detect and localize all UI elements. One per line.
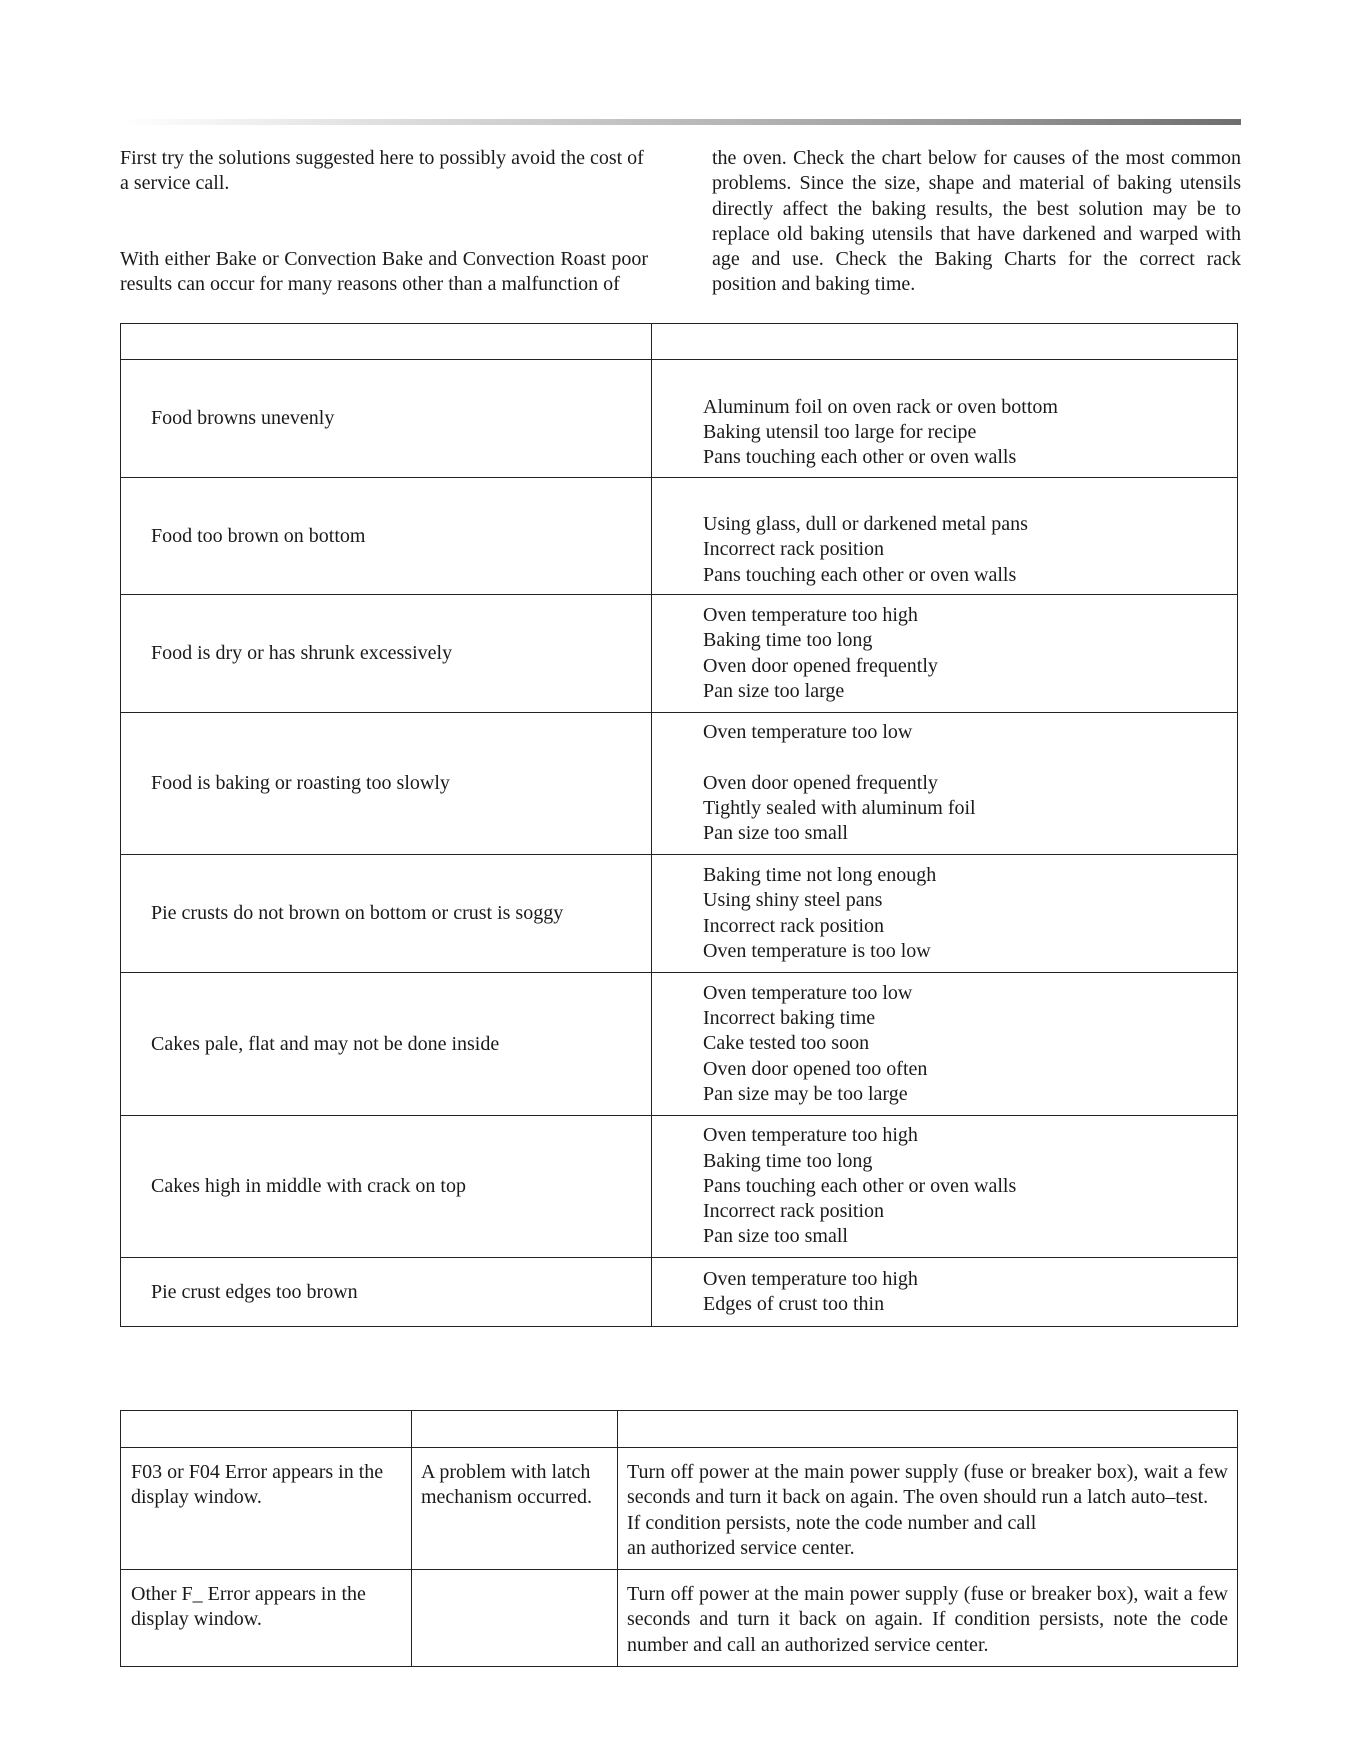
error-codes-table: [120, 1410, 1238, 1667]
header-cell-problem: [121, 324, 652, 360]
header-cell-cause: [412, 1411, 618, 1448]
intro-paragraph-2: With either Bake or Convection Bake and Convection Roast poor results can occur for many reasons other than a malfunction of: [120, 247, 648, 295]
problem-cell: Pie crusts do not brown on bottom or crust is soggy: [121, 855, 652, 973]
header-cell-problem: [121, 1411, 412, 1448]
cause-line: Edges of crust too thin: [703, 1293, 885, 1315]
table-row: [121, 595, 1238, 713]
table-row: [121, 1258, 1238, 1327]
cause-line: Oven temperature too low: [703, 981, 913, 1004]
problem-cell: Pie crust edges too brown: [121, 1258, 652, 1327]
cause-line: Oven temperature is too low: [703, 939, 931, 962]
problem-cell: F03 or F04 Error appears in the display window.: [121, 1448, 412, 1570]
cause-line: Using glass, dull or darkened metal pans: [703, 513, 1028, 536]
table-row: [121, 1116, 1238, 1258]
cause-line: Baking time too long: [703, 629, 873, 652]
cause-line: Oven temperature too high: [703, 603, 918, 626]
header-cell-cause: [652, 324, 1238, 360]
cause-line: Oven temperature too high: [703, 1267, 918, 1290]
cause-line: Aluminum foil on oven rack or oven bottom: [703, 395, 1058, 418]
problem-cell: Food is baking or roasting too slowly: [121, 713, 652, 855]
table-row: [121, 973, 1238, 1116]
cause-line: Pan size too small: [703, 1225, 848, 1248]
solution-line: Turn off power at the main power supply (fuse or breaker box), wait a few seconds and turn it back on again. If condition persists, note the code number and call an authorized service center.: [627, 1583, 1228, 1656]
problem-cell: Cakes high in middle with crack on top: [121, 1116, 652, 1258]
intro-right-column: [712, 146, 1241, 298]
cause-line: Pan size may be too large: [703, 1082, 908, 1105]
cause-cell: [652, 1116, 1238, 1258]
intro-left-column: [120, 146, 648, 297]
problem-cell: Food too brown on bottom: [121, 478, 652, 595]
table-row: [121, 1570, 1238, 1667]
solution-line: an authorized service center.: [627, 1536, 855, 1559]
cause-line: Baking utensil too large for recipe: [703, 420, 977, 443]
cause-line: Incorrect rack position: [703, 914, 885, 937]
cause-line: Using shiny steel pans: [703, 889, 883, 912]
cause-line: Pan size too small: [703, 822, 848, 845]
cause-line: Tightly sealed with aluminum foil: [703, 797, 976, 819]
cause-cell: [652, 478, 1238, 595]
problem-cell: Cakes pale, flat and may not be done inside: [121, 973, 652, 1116]
cause-line: Oven door opened frequently: [703, 654, 938, 677]
cause-line: Oven temperature too high: [703, 1124, 918, 1147]
cause-line: Pan size too large: [703, 679, 845, 702]
cause-line: Pans touching each other or oven walls: [703, 446, 1017, 469]
cause-cell: [412, 1570, 618, 1667]
cause-line: Baking time too long: [703, 1149, 873, 1172]
table-row: [121, 478, 1238, 595]
cause-line: Pans touching each other or oven walls: [703, 563, 1017, 586]
problem-cell: Other F_ Error appears in the display window.: [121, 1570, 412, 1667]
cause-cell: [652, 360, 1238, 478]
cause-cell: [652, 855, 1238, 973]
intro-paragraph-1: First try the solutions suggested here to possibly avoid the cost of a service call.: [120, 147, 644, 195]
solution-line: Turn off power at the main power supply (fuse or breaker box), wait a few seconds and turn it back on again. The oven should run a latch auto–test.: [627, 1461, 1228, 1509]
table-row: [121, 713, 1238, 855]
cause-line: Oven door opened frequently: [703, 771, 938, 794]
table-header-row: [121, 324, 1238, 360]
cause-line: Oven temperature too low: [703, 721, 913, 744]
cause-line: Pans touching each other or oven walls: [703, 1174, 1017, 1197]
intro-paragraph-3: the oven. Check the chart below for causes of the most common problems. Since the size, shape and material of baking utensils directly affect the baking results, the best solution may be to replace old baking utensils that have darkened and warped with age and use. Check the Baking Charts for the correct rack position and baking time.: [712, 147, 1241, 296]
cause-line: Incorrect baking time: [703, 1007, 876, 1030]
cause-cell: [652, 973, 1238, 1116]
cause-line: Cake tested too soon: [703, 1032, 870, 1055]
solution-cell: [618, 1448, 1238, 1570]
table-row: [121, 360, 1238, 478]
solution-line: If condition persists, note the code number and call: [627, 1511, 1037, 1534]
header-cell-solution: [618, 1411, 1238, 1448]
cause-line: Incorrect rack position: [703, 1200, 885, 1223]
baking-problems-table: [120, 323, 1238, 1327]
problem-cell: Food is dry or has shrunk excessively: [121, 595, 652, 713]
cause-line: Oven door opened too often: [703, 1057, 928, 1080]
cause-cell: [652, 595, 1238, 713]
problem-cell: Food browns unevenly: [121, 360, 652, 478]
cause-cell: A problem with latch mechanism occurred.: [412, 1448, 618, 1570]
cause-cell: [652, 713, 1238, 855]
cause-line: Incorrect rack position: [703, 538, 885, 561]
cause-line-blank: [703, 746, 1237, 771]
table-row: [121, 855, 1238, 973]
cause-cell: [652, 1258, 1238, 1327]
table-row: [121, 1448, 1238, 1570]
top-gradient-rule: [120, 119, 1241, 125]
solution-cell: [618, 1570, 1238, 1667]
table-header-row: [121, 1411, 1238, 1448]
cause-line: Baking time not long enough: [703, 863, 937, 886]
